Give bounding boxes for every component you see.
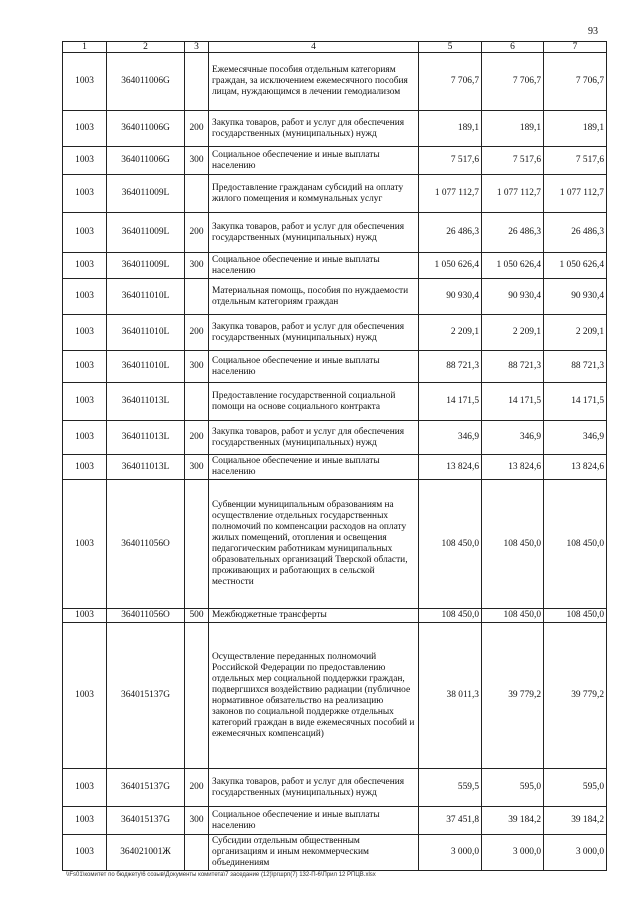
cell-target-code: 364011013L [107, 455, 185, 480]
cell-expense-type-code: 300 [185, 351, 209, 383]
cell-description: Субсидии отдельным общественным организациям и иным некоммерческим объединениям [209, 835, 419, 871]
cell-amount-col-7: 14 171,5 [544, 383, 607, 421]
cell-expense-type-code [185, 383, 209, 421]
cell-target-code: 364021001Ж [107, 835, 185, 871]
cell-amount-col-5: 2 209,1 [419, 315, 482, 351]
cell-target-code: 364011006G [107, 53, 185, 111]
cell-amount-col-6: 595,0 [482, 769, 544, 807]
cell-amount-col-6: 39 779,2 [482, 623, 544, 769]
header-row [63, 42, 607, 53]
cell-section-code: 1003 [63, 279, 107, 315]
table-row [63, 351, 607, 383]
cell-target-code: 364011006G [107, 111, 185, 147]
cell-section-code: 1003 [63, 835, 107, 871]
cell-target-code: 364011056O [107, 480, 185, 609]
cell-section-code: 1003 [63, 213, 107, 253]
table-row [63, 383, 607, 421]
table-row [63, 253, 607, 279]
cell-section-code: 1003 [63, 351, 107, 383]
cell-expense-type-code: 200 [185, 315, 209, 351]
table-row [63, 623, 607, 769]
table-row [63, 480, 607, 609]
cell-target-code: 364015137G [107, 769, 185, 807]
cell-target-code: 364011010L [107, 279, 185, 315]
cell-expense-type-code: 500 [185, 609, 209, 623]
cell-amount-col-6: 26 486,3 [482, 213, 544, 253]
cell-section-code: 1003 [63, 383, 107, 421]
cell-section-code: 1003 [63, 53, 107, 111]
table-row [63, 835, 607, 871]
cell-amount-col-7: 7 517,6 [544, 147, 607, 175]
cell-amount-col-6: 1 050 626,4 [482, 253, 544, 279]
cell-expense-type-code [185, 279, 209, 315]
cell-amount-col-5: 189,1 [419, 111, 482, 147]
cell-target-code: 364011009L [107, 213, 185, 253]
cell-amount-col-6: 189,1 [482, 111, 544, 147]
cell-description: Социальное обеспечение и иные выплаты населению [209, 351, 419, 383]
cell-amount-col-7: 26 486,3 [544, 213, 607, 253]
table-row [63, 175, 607, 213]
cell-target-code: 364015137G [107, 807, 185, 835]
cell-amount-col-5: 90 930,4 [419, 279, 482, 315]
cell-section-code: 1003 [63, 175, 107, 213]
cell-description: Осуществление переданных полномочий Российской Федерации по предоставлению отдельных мер социальной поддержки граждан, подвергшихся воздействию радиации (публичное нормативное обязательство на реализацию законов по социальной поддержке отдельных категорий граждан в виде ежемесячных пособий и ежемесячных компенсаций) [209, 623, 419, 769]
cell-description: Межбюджетные трансферты [209, 609, 419, 623]
cell-target-code: 364011013L [107, 383, 185, 421]
cell-expense-type-code: 200 [185, 421, 209, 455]
cell-amount-col-6: 346,9 [482, 421, 544, 455]
cell-amount-col-5: 346,9 [419, 421, 482, 455]
cell-expense-type-code [185, 480, 209, 609]
table-row [63, 213, 607, 253]
cell-amount-col-7: 88 721,3 [544, 351, 607, 383]
cell-description: Закупка товаров, работ и услуг для обеспечения государственных (муниципальных) нужд [209, 315, 419, 351]
cell-description: Субвенции муниципальным образованиям на осуществление отдельных государственных полномочий по компенсации расходов на оплату жилых помещений, отопления и освещения педагогическим работникам муниципальных образовательных организаций Тверской области, проживающих и работающих в сельской местности [209, 480, 419, 609]
cell-expense-type-code: 200 [185, 111, 209, 147]
cell-description: Социальное обеспечение и иные выплаты населению [209, 253, 419, 279]
cell-amount-col-6: 14 171,5 [482, 383, 544, 421]
cell-expense-type-code [185, 623, 209, 769]
cell-expense-type-code: 200 [185, 213, 209, 253]
cell-amount-col-5: 7 517,6 [419, 147, 482, 175]
cell-target-code: 364015137G [107, 623, 185, 769]
cell-amount-col-7: 3 000,0 [544, 835, 607, 871]
cell-expense-type-code: 300 [185, 455, 209, 480]
cell-expense-type-code: 300 [185, 807, 209, 835]
cell-amount-col-5: 13 824,6 [419, 455, 482, 480]
cell-description: Предоставление государственной социальной помощи на основе социального контракта [209, 383, 419, 421]
cell-amount-col-7: 2 209,1 [544, 315, 607, 351]
cell-expense-type-code [185, 175, 209, 213]
cell-amount-col-5: 7 706,7 [419, 53, 482, 111]
cell-description: Материальная помощь, пособия по нуждаемости отдельным категориям граждан [209, 279, 419, 315]
cell-expense-type-code [185, 835, 209, 871]
cell-section-code: 1003 [63, 609, 107, 623]
cell-expense-type-code: 300 [185, 147, 209, 175]
cell-amount-col-6: 7 706,7 [482, 53, 544, 111]
cell-description: Социальное обеспечение и иные выплаты населению [209, 147, 419, 175]
cell-description: Закупка товаров, работ и услуг для обеспечения государственных (муниципальных) нужд [209, 111, 419, 147]
table-row [63, 807, 607, 835]
cell-section-code: 1003 [63, 315, 107, 351]
file-path-footer: \\Fs01\комитет по бюджету\6 созыв\Документы комитета\7 заседание (12)\ргшрп(7) 132-П-6\Прил 12 РПЦВ.xlsx [66, 872, 376, 878]
cell-amount-col-5: 38 011,3 [419, 623, 482, 769]
table-row [63, 609, 607, 623]
cell-section-code: 1003 [63, 253, 107, 279]
cell-amount-col-5: 88 721,3 [419, 351, 482, 383]
cell-target-code: 364011013L [107, 421, 185, 455]
cell-amount-col-5: 1 077 112,7 [419, 175, 482, 213]
page-number: 93 [588, 26, 598, 37]
table-row [63, 147, 607, 175]
cell-section-code: 1003 [63, 147, 107, 175]
cell-amount-col-7: 1 077 112,7 [544, 175, 607, 213]
header-col-5: 5 [419, 42, 482, 53]
cell-description: Предоставление гражданам субсидий на оплату жилого помещения и коммунальных услуг [209, 175, 419, 213]
table-row [63, 421, 607, 455]
cell-amount-col-5: 37 451,8 [419, 807, 482, 835]
cell-amount-col-5: 14 171,5 [419, 383, 482, 421]
cell-amount-col-6: 2 209,1 [482, 315, 544, 351]
cell-target-code: 364011006G [107, 147, 185, 175]
cell-amount-col-5: 108 450,0 [419, 480, 482, 609]
cell-target-code: 364011010L [107, 351, 185, 383]
header-col-4: 4 [209, 42, 419, 53]
cell-amount-col-7: 7 706,7 [544, 53, 607, 111]
cell-expense-type-code: 200 [185, 769, 209, 807]
cell-amount-col-6: 13 824,6 [482, 455, 544, 480]
header-col-6: 6 [482, 42, 544, 53]
cell-amount-col-7: 13 824,6 [544, 455, 607, 480]
header-col-7: 7 [544, 42, 607, 53]
cell-amount-col-6: 88 721,3 [482, 351, 544, 383]
cell-amount-col-7: 595,0 [544, 769, 607, 807]
table-row [63, 53, 607, 111]
header-col-3: 3 [185, 42, 209, 53]
cell-section-code: 1003 [63, 769, 107, 807]
cell-amount-col-6: 1 077 112,7 [482, 175, 544, 213]
cell-amount-col-6: 108 450,0 [482, 480, 544, 609]
cell-amount-col-7: 346,9 [544, 421, 607, 455]
cell-description: Закупка товаров, работ и услуг для обеспечения государственных (муниципальных) нужд [209, 769, 419, 807]
budget-table [62, 41, 607, 871]
cell-amount-col-6: 90 930,4 [482, 279, 544, 315]
cell-description: Закупка товаров, работ и услуг для обеспечения государственных (муниципальных) нужд [209, 421, 419, 455]
cell-target-code: 364011009L [107, 253, 185, 279]
cell-section-code: 1003 [63, 807, 107, 835]
cell-amount-col-5: 559,5 [419, 769, 482, 807]
cell-amount-col-7: 90 930,4 [544, 279, 607, 315]
cell-amount-col-7: 39 184,2 [544, 807, 607, 835]
cell-amount-col-7: 39 779,2 [544, 623, 607, 769]
cell-amount-col-5: 3 000,0 [419, 835, 482, 871]
cell-section-code: 1003 [63, 455, 107, 480]
cell-amount-col-6: 39 184,2 [482, 807, 544, 835]
cell-target-code: 364011056O [107, 609, 185, 623]
cell-amount-col-7: 108 450,0 [544, 609, 607, 623]
cell-amount-col-6: 3 000,0 [482, 835, 544, 871]
cell-description: Социальное обеспечение и иные выплаты населению [209, 455, 419, 480]
cell-section-code: 1003 [63, 623, 107, 769]
cell-amount-col-7: 189,1 [544, 111, 607, 147]
table-row [63, 315, 607, 351]
cell-section-code: 1003 [63, 480, 107, 609]
cell-amount-col-5: 108 450,0 [419, 609, 482, 623]
header-col-2: 2 [107, 42, 185, 53]
table-row [63, 111, 607, 147]
cell-description: Закупка товаров, работ и услуг для обеспечения государственных (муниципальных) нужд [209, 213, 419, 253]
cell-amount-col-6: 108 450,0 [482, 609, 544, 623]
table-row [63, 455, 607, 480]
cell-target-code: 364011010L [107, 315, 185, 351]
cell-target-code: 364011009L [107, 175, 185, 213]
cell-section-code: 1003 [63, 421, 107, 455]
cell-description: Социальное обеспечение и иные выплаты населению [209, 807, 419, 835]
cell-description: Ежемесячные пособия отдельным категориям граждан, за исключением ежемесячного пособия лицам, нуждающимся в лечении гемодиализом [209, 53, 419, 111]
header-col-1: 1 [63, 42, 107, 53]
cell-amount-col-7: 1 050 626,4 [544, 253, 607, 279]
table-row [63, 279, 607, 315]
cell-amount-col-7: 108 450,0 [544, 480, 607, 609]
cell-amount-col-6: 7 517,6 [482, 147, 544, 175]
cell-section-code: 1003 [63, 111, 107, 147]
cell-amount-col-5: 26 486,3 [419, 213, 482, 253]
cell-amount-col-5: 1 050 626,4 [419, 253, 482, 279]
cell-expense-type-code [185, 53, 209, 111]
cell-expense-type-code: 300 [185, 253, 209, 279]
table-row [63, 769, 607, 807]
